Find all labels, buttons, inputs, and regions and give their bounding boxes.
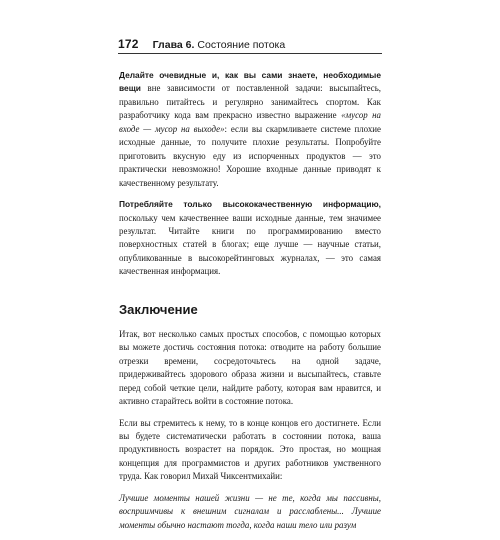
paragraph-healthy-habits [119, 69, 381, 190]
page-body [119, 69, 381, 540]
running-header [118, 36, 380, 52]
section-heading: Заключение [119, 301, 198, 317]
paragraph-text: : если вы скармливаете системе плохие исходные данные, то получите плохие результаты. Попробуйте приготовить вкусную еду из испорченных продуктов — это практически невозможно! Хорошие входные данные приводят к качественному результату. [119, 123, 381, 188]
paragraph-summary: Итак, вот несколько самых простых способов, с помощью которых вы можете достичь состояния потока: отводите на работу большие отрезки времени, сосредоточьтесь на одной задаче, придерживайтесь здорового образа жизни и высыпайтесь, ставьте перед собой четкие цели, найдите работу, которая вам нравится, и активно старайтесь войти в состояние потока. [119, 328, 381, 407]
italic-phrase: «мусор на входе — мусор на выходе» [119, 110, 381, 134]
header-rule [118, 53, 382, 54]
bold-lead-in: Делайте очевидные и, как вы сами знаете, необходимые вещи [119, 70, 381, 94]
chapter-title: Состояние потока [197, 39, 286, 51]
block-quote: Лучшие моменты нашей жизни — не те, когда мы пассивны, восприимчивы к внешним сигналам и расслаблены... Лучшие моменты обычно настают тогда, когда наши тело или разум [119, 492, 381, 530]
paragraph-text: поскольку чем качественнее ваши исходные данные, тем значимее результат. Читайте книги по программированию вместо поверхностных статей в блогах; еще лучше — научные статьи, опубликованные в высокорейтинговых журналах, — это самая качественная информация. [119, 212, 381, 277]
paragraph-conclusion: Если вы стремитесь к нему, то в конце концов его достигнете. Если вы будете систематически работать в состоянии потока, ваша продуктивность возрастет на порядок. Это простая, но мощная концепция для программистов и других работников умственного труда. Как говорил Михай Чиксентмихайи: [119, 417, 381, 482]
page-number: 172 [118, 37, 139, 51]
paragraph-text: вне зависимости от поставленной задачи: высыпайтесь, правильно питайтесь и регулярно занимайтесь спортом. Как разработчику кода вам прекрасно известно выражение [119, 83, 381, 121]
bold-lead-in: Потребляйте только высококачественную информацию, [119, 199, 381, 210]
paragraph-quality-information [119, 198, 381, 279]
chapter-label: Глава 6. [152, 39, 195, 51]
